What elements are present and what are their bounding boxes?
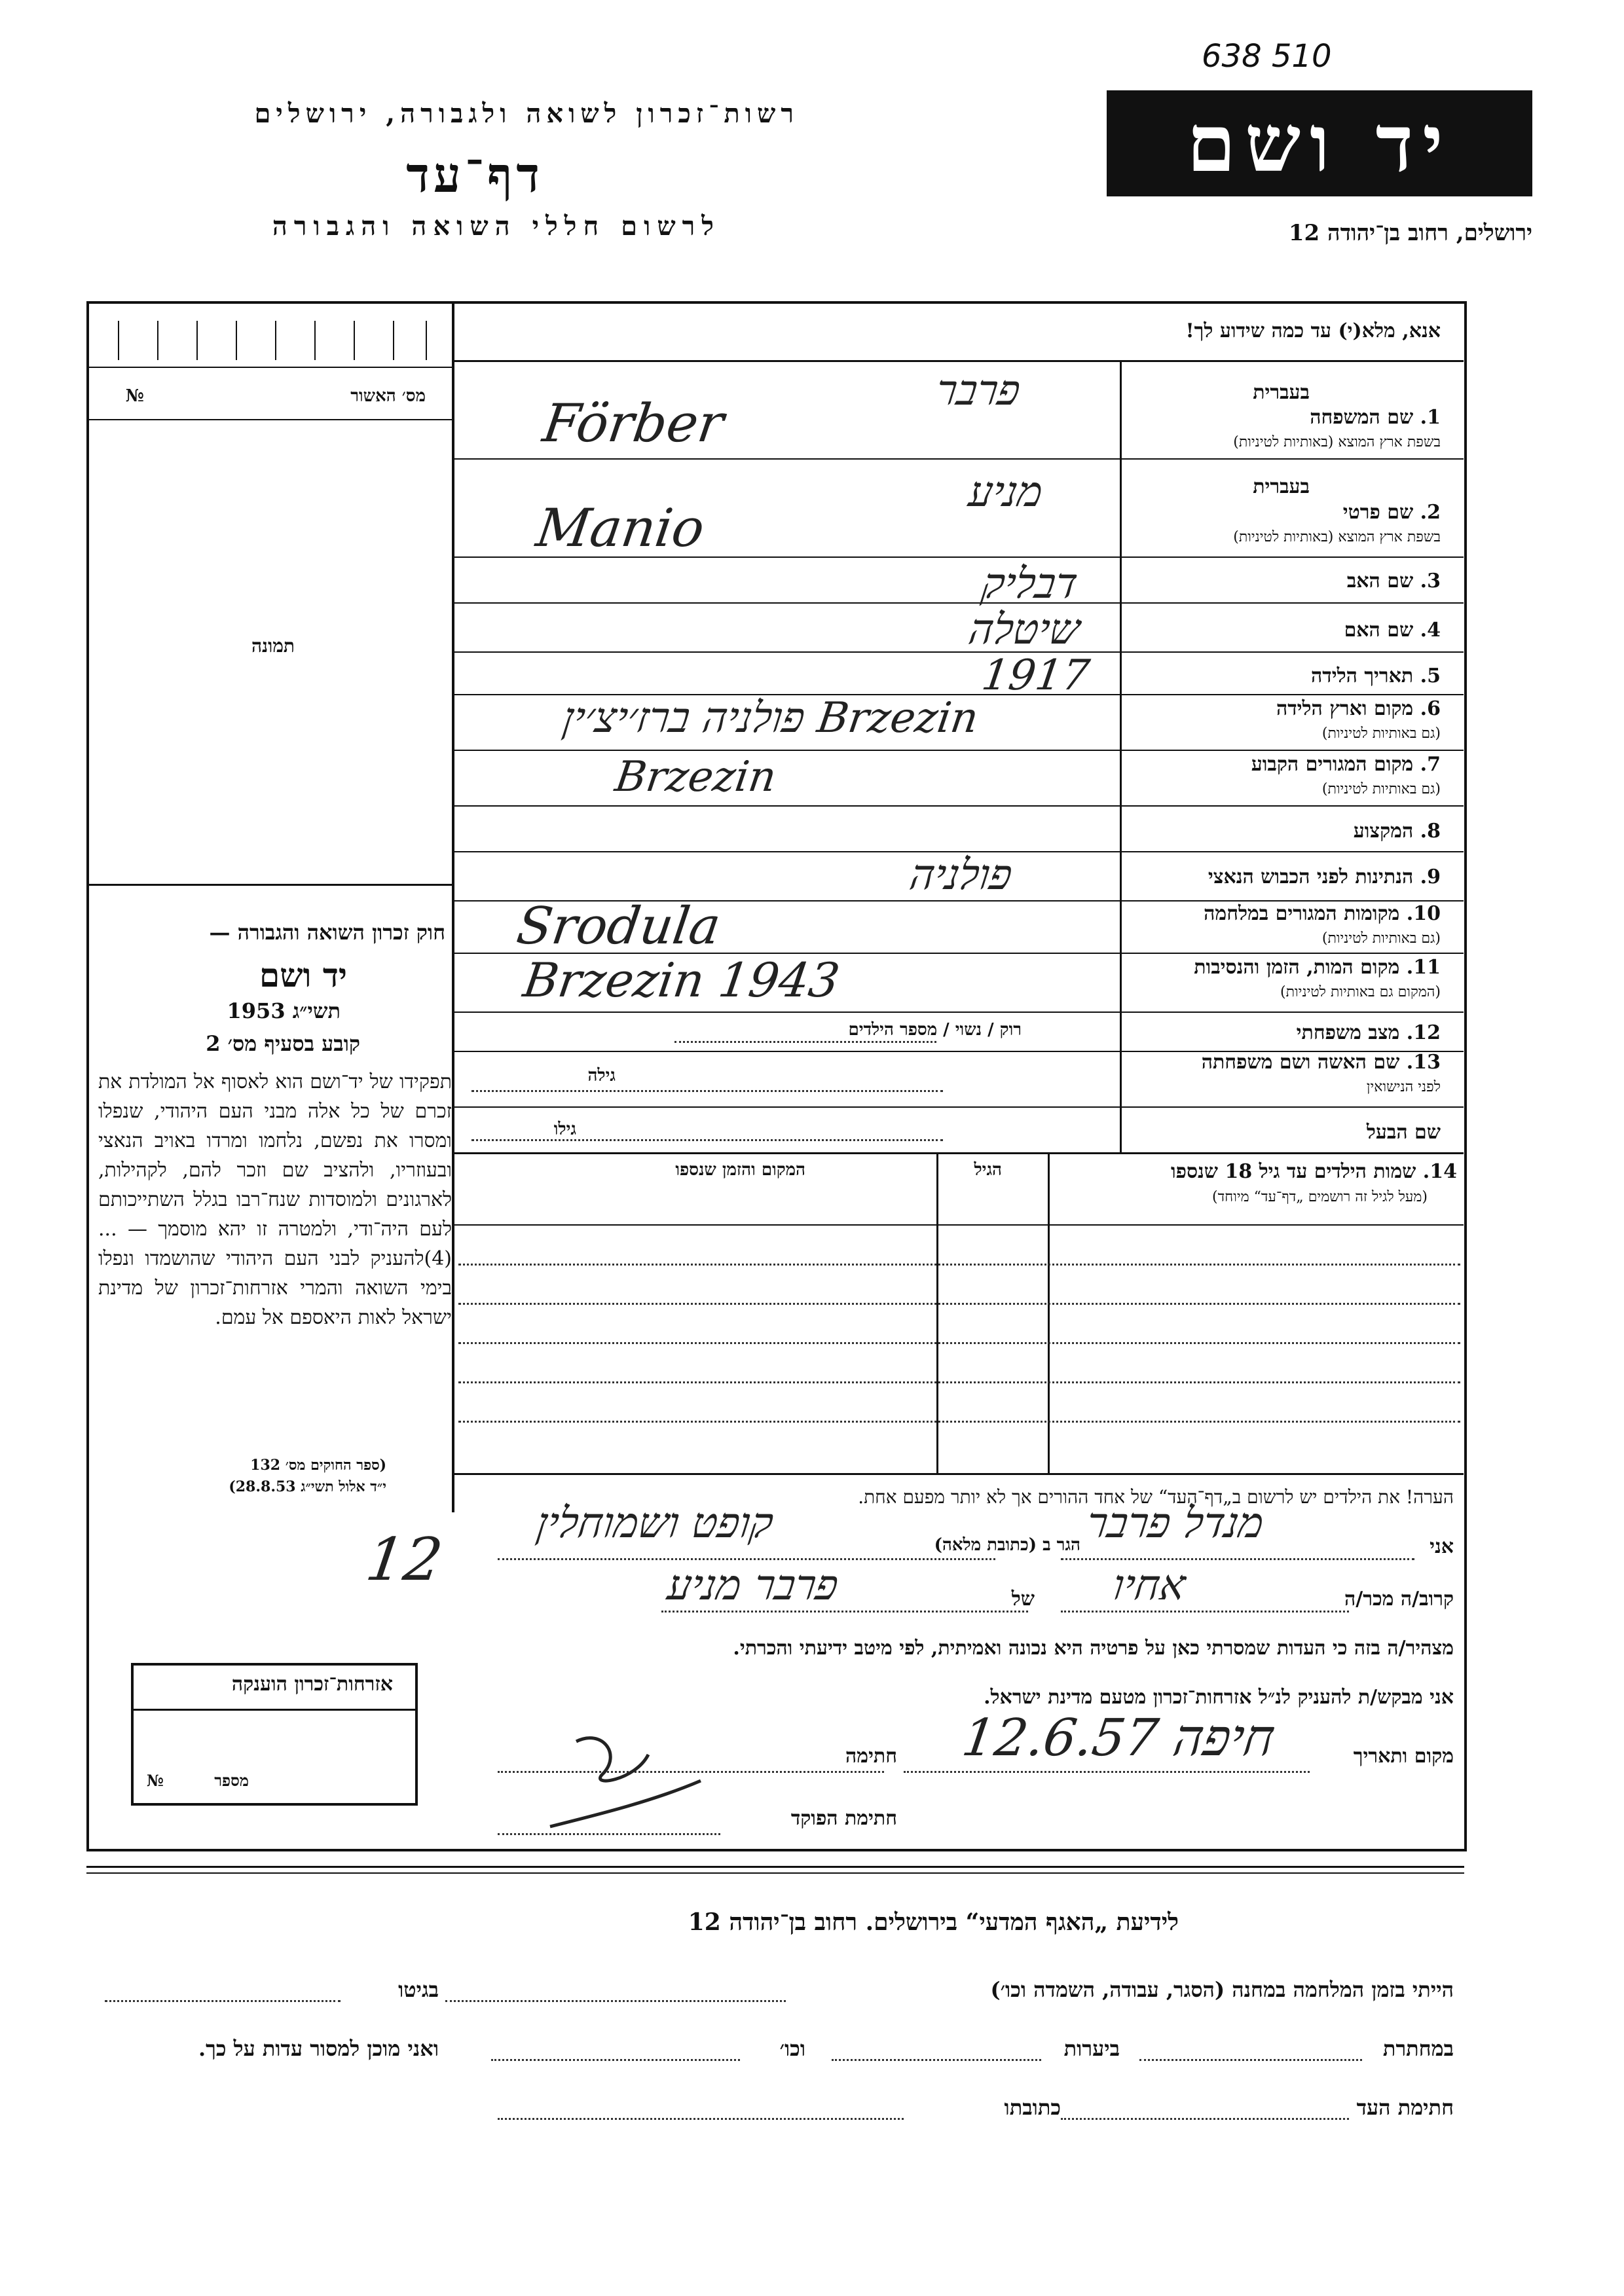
remark-text: הערה! את הילדים יש לרשום ב„דף־העד“ של אחד ההורים אך לא יותר מפעם אחת. [858,1486,1454,1508]
field-3-label: 3. שם האב [1346,570,1441,592]
hw-mother-name: שיטלה [965,606,1083,654]
field-11-label: 11. מקום המות, הזמן והנסיבות (המקום גם באותיות לטיניות) [1194,956,1441,1000]
field-8-label: 8. המקצוע [1353,820,1441,843]
footer-address-label: כתובתו [1004,2095,1061,2120]
field-2-hebrew-tag: בעברית [1253,475,1310,498]
husband-age-label: גילו [553,1120,576,1139]
hw-declarant-name: מנדל פרבר [1083,1499,1267,1548]
footer-witness-signature-label: חתימת העד [1356,2095,1454,2120]
wife-age-label: גילה [587,1066,616,1085]
footer-title: לידיעת „האגף המדעי“ בירושלים. רחוב בן־יהודה 12 [688,1908,1179,1936]
field-7-label: 7. מקום המגורים הקבוע (גם באותיות לטיניות) [1251,753,1441,797]
archive-number: 638 510 [1202,38,1332,75]
footer-underground-label: במחתרת [1382,2036,1454,2061]
citizenship-box-title: אזרחות־זכרון הוענקה [231,1673,393,1696]
hw-relation: אחיו [1109,1561,1189,1610]
hw-nationality: פולניה [906,851,1016,900]
children-col-age: הגיל [974,1160,1002,1180]
of-label: של [1011,1588,1035,1611]
law-text: תפקידו של יד־ושם הוא לאסוף אל המולדת את זכרם של כל אלה מבני העם היהודי, שנפלו ומסרו את נפשם, נלחמו ומרדו באויב הנאצי ובעוזריו, ולהציב שם וזכר להם, לקהילות, לארגונים ולמוסדות שנח־רבו בגלל השתייכותם לעם היה־ודי, ולמטרה זו יהא מוסמך — ...(4)להעניק לבני העם היהודי שהושמדו ונפלו בימי השואה והמרי אזרחות־זכרון של מדינת ישראל לאות היאספם אל עמם. [98,1070,452,1329]
law-year: תשי״ג 1953 [227,998,341,1023]
law-name: יד ושם [259,956,347,994]
hw-wartime-residence: Srodula [513,897,724,956]
declarant-i: אני [1430,1535,1454,1558]
field-6-label: 6. מקום וארץ הלידה (גם באותיות לטיניות) [1276,697,1441,742]
hw-death-place: Brzezin 1943 [520,953,843,1008]
footer-ready-label: ואני מוכן למסור עדות על כך. [198,2036,439,2061]
signature-label: חתימה [845,1745,897,1768]
marital-options: רוק / נשוי / מספר הילדים [848,1020,1022,1040]
request-text: אני מבקש/ת להעניק לנ״ל אזרחות־זכרון מטעם מדינת ישראל. [984,1686,1454,1709]
field-10-label: 10. מקומות המגורים במלחמה (גם באותיות לטיניות) [1204,902,1441,947]
hw-extra-number: 12 [361,1525,447,1594]
citizenship-no-sign: № [146,1771,164,1790]
footer-etc-label: וכו׳ [779,2036,805,2061]
hw-firstname-latin: Manio [532,498,709,558]
field-9-label: 9. הנתינות לפני הכבוש הנאצי [1208,866,1441,888]
law-ref-2: י״ד אלול תשי״ג 28.8.53) [229,1478,386,1495]
field-1-label: 1. שם המשפחה בשפת ארץ המוצא (באותיות לטיניות) [1233,406,1441,450]
footer-ghetto-label: בגיטו [398,1977,439,2002]
approval-number-label: מס׳ האשור [350,386,426,406]
footer-forests-label: ביערות [1063,2036,1120,2061]
hw-firstname-he: מניע [965,468,1046,517]
children-col-place: המקום והזמן שנספו [675,1160,805,1180]
officer-signature-label: חתימת הפוקד [790,1807,897,1830]
citizenship-number-label: מספר [214,1771,249,1790]
footer-camp-label: הייתי בזמן המלחמה במחנה (הסגר, עבודה, השמדה וכו׳) [990,1977,1454,2002]
field-1-hebrew-tag: בעברית [1253,381,1310,404]
fill-instruction: אנא, מלא(י) עד כמה שידוע לך! [1185,319,1441,342]
hw-surname-latin: Förber [539,393,728,454]
hw-residence: Brzezin [612,753,779,801]
org-name: רשות־זכרון לשואה ולגבורה, ירושלים [254,98,799,129]
hw-birth-place: פולניה ברז׳יצ׳ין Brzezin [559,694,982,742]
hw-surname-he: פרבר [932,367,1024,415]
law-clause: קובע בסעיף מס׳ 2 [206,1031,360,1056]
hw-place-date: חיפה 12.6.57 [958,1709,1279,1768]
declaration-text: מצהיר/ה בזה כי העדות שמסרתי כאן על פרטיה היא נכונה ואמיתית, לפי מיטב ידיעתי והכרתי. [733,1637,1454,1660]
field-12-label: 12. מצב משפחתי [1296,1021,1441,1044]
form-subtitle: לרשום חללי השואה והגבורה [272,211,720,242]
hw-father-name: דבליק [978,560,1081,608]
husband-name-label: שם הבעל [1366,1121,1441,1144]
photo-placeholder: תמונה [251,635,295,657]
children-note: (מעל לגיל זה רושמים „דף־עד“ מיוחד) [1212,1189,1428,1205]
field-5-label: 5. תאריך הלידה [1311,665,1441,687]
relation-label: קרוב/ה מכר/ה [1344,1588,1454,1611]
place-date-label: מקום ותאריך [1353,1745,1454,1768]
law-ref-1: (ספר החוקים מס׳ 132 [250,1457,386,1474]
declarant-resides-label: הגר ב (כתובת מלאה) [934,1535,1080,1555]
signature-scribble [524,1715,720,1846]
hw-birth-year: 1917 [978,651,1093,700]
hw-declarant-address: קופט ושמוחלין [533,1499,777,1548]
form-title: דף־עד [406,147,544,204]
law-title: חוק זכרון השואה והגבורה — [209,920,445,945]
header-address: ירושלים, רחוב בן־יהודה 12 [1288,220,1532,246]
field-13-label: 13. שם האשה ושם משפחתה לפני הנישואין [1201,1051,1441,1095]
field-4-label: 4. שם האם [1344,619,1441,642]
children-label: 14. שמות הילדים עד גיל 18 שנספו [1170,1160,1457,1183]
field-2-label: 2. שם פרטי בשפת ארץ המוצא (באותיות לטיניות) [1233,501,1441,545]
yad-vashem-logo: יד ושם [1107,90,1532,196]
hw-of-name: פרבר מניע [664,1561,841,1610]
approval-no-sign: № [125,386,144,406]
